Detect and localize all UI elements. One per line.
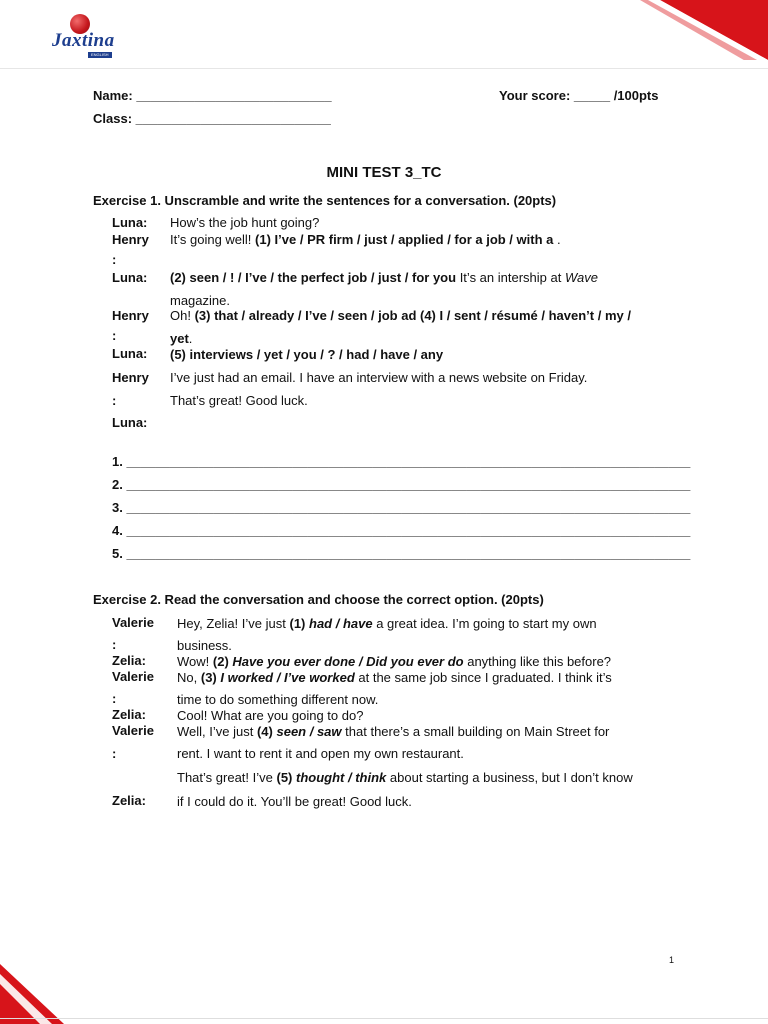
- ex1-line-3: (2) seen / ! / I’ve / the perfect job / just / for you It’s an intership at Wave: [170, 270, 598, 285]
- answer-line-5[interactable]: 5. ______________________________________________________________________________: [112, 546, 691, 561]
- ex2-line-5-cont: rent. I want to rent it and open my own restaurant.: [177, 746, 464, 761]
- name-blank: ___________________________: [136, 88, 332, 103]
- ex1-line-7: That’s great! Good luck.: [170, 393, 308, 408]
- answer-line-3[interactable]: 3. ______________________________________________________________________________: [112, 500, 691, 515]
- jaxtina-logo: [48, 12, 128, 62]
- ex2-line-5: Well, I’ve just (4) seen / saw that there’s a small building on Main Street for: [177, 724, 610, 739]
- ex2-line-3-cont: time to do something different now.: [177, 692, 379, 707]
- ex1-line-4: Oh! (3) that / already / I’ve / seen / job ad (4) I / sent / résumé / haven’t / my /: [170, 308, 631, 323]
- class-blank: ___________________________: [135, 111, 331, 126]
- ex1-speaker: Luna:: [112, 215, 148, 230]
- ex2-speaker: :: [112, 637, 117, 652]
- ex1-speaker: Henry: [112, 308, 149, 323]
- ex1-line-2: It’s going well! (1) I’ve / PR firm / just / applied / for a job / with a .: [170, 232, 561, 247]
- score-blank: _____: [573, 88, 611, 103]
- ex2-speaker: Valerie: [112, 669, 154, 684]
- ex2-line-4: Cool! What are you going to do?: [177, 708, 364, 723]
- top-right-ribbon-decoration: [640, 0, 768, 60]
- ex2-line-1-cont: business.: [177, 638, 232, 653]
- ex1-speaker: Luna:: [112, 415, 148, 430]
- ex2-speaker: Zelia:: [112, 707, 146, 722]
- ex2-speaker: Valerie: [112, 723, 154, 738]
- ex1-speaker: :: [112, 252, 117, 267]
- exercise2-heading: Exercise 2. Read the conversation and choose the correct option. (20pts): [93, 592, 544, 607]
- ex1-speaker: :: [112, 328, 117, 343]
- ex1-line-6: I’ve just had an email. I have an interview with a news website on Friday.: [170, 370, 588, 385]
- ex2-speaker: :: [112, 746, 117, 761]
- page-title: MINI TEST 3_TC: [326, 164, 442, 181]
- ex2-line-6: That’s great! I’ve (5) thought / think about starting a business, but I don’t know: [177, 770, 633, 785]
- bottom-left-ribbon-decoration: [0, 964, 70, 1024]
- ex1-speaker: :: [112, 393, 117, 408]
- answer-line-1[interactable]: 1. ______________________________________________________________________________: [112, 454, 691, 469]
- class-field: [93, 111, 331, 126]
- ex1-speaker: Henry: [112, 232, 149, 247]
- score-label: Your score:: [499, 88, 571, 103]
- ex1-speaker: Henry: [112, 370, 149, 385]
- name-field: [93, 88, 332, 103]
- ex2-line-3: No, (3) I worked / I’ve worked at the same job since I graduated. I think it’s: [177, 670, 612, 685]
- score-total: /100pts: [613, 88, 659, 103]
- ex2-line-2: Wow! (2) Have you ever done / Did you ever do anything like this before?: [177, 654, 612, 669]
- ex2-speaker: Zelia:: [112, 793, 146, 808]
- ex1-speaker: Luna:: [112, 346, 148, 361]
- answer-line-4[interactable]: 4. ______________________________________________________________________________: [112, 523, 691, 538]
- header-divider: [0, 68, 768, 69]
- ex1-speaker: Luna:: [112, 270, 148, 285]
- ex1-line-1: How’s the job hunt going?: [170, 215, 320, 230]
- ex2-line-1: Hey, Zelia! I’ve just (1) had / have a great idea. I’m going to start my own: [177, 616, 597, 631]
- page-number: 1: [669, 955, 675, 965]
- answer-line-2[interactable]: 2. ______________________________________________________________________________: [112, 477, 691, 492]
- exercise1-heading: Exercise 1. Unscramble and write the sentences for a conversation. (20pts): [93, 193, 557, 208]
- footer-divider: [0, 1018, 768, 1019]
- ex2-speaker: :: [112, 691, 117, 706]
- ex1-line-5: (5) interviews / yet / you / ? / had / have / any: [170, 347, 444, 362]
- score-field: [499, 88, 659, 103]
- ex2-speaker: Valerie: [112, 615, 154, 630]
- class-label: Class:: [93, 111, 133, 126]
- logo-tagline: ENGLISH: [88, 52, 112, 58]
- name-label: Name:: [93, 88, 133, 103]
- ex2-speaker: Zelia:: [112, 653, 146, 668]
- ex1-line-4-cont: yet.: [170, 331, 193, 346]
- logo-wordmark: Jaxtina: [52, 30, 115, 51]
- ex1-line-3-cont: magazine.: [170, 293, 230, 308]
- ex2-line-6-cont: if I could do it. You’ll be great! Good luck.: [177, 794, 412, 809]
